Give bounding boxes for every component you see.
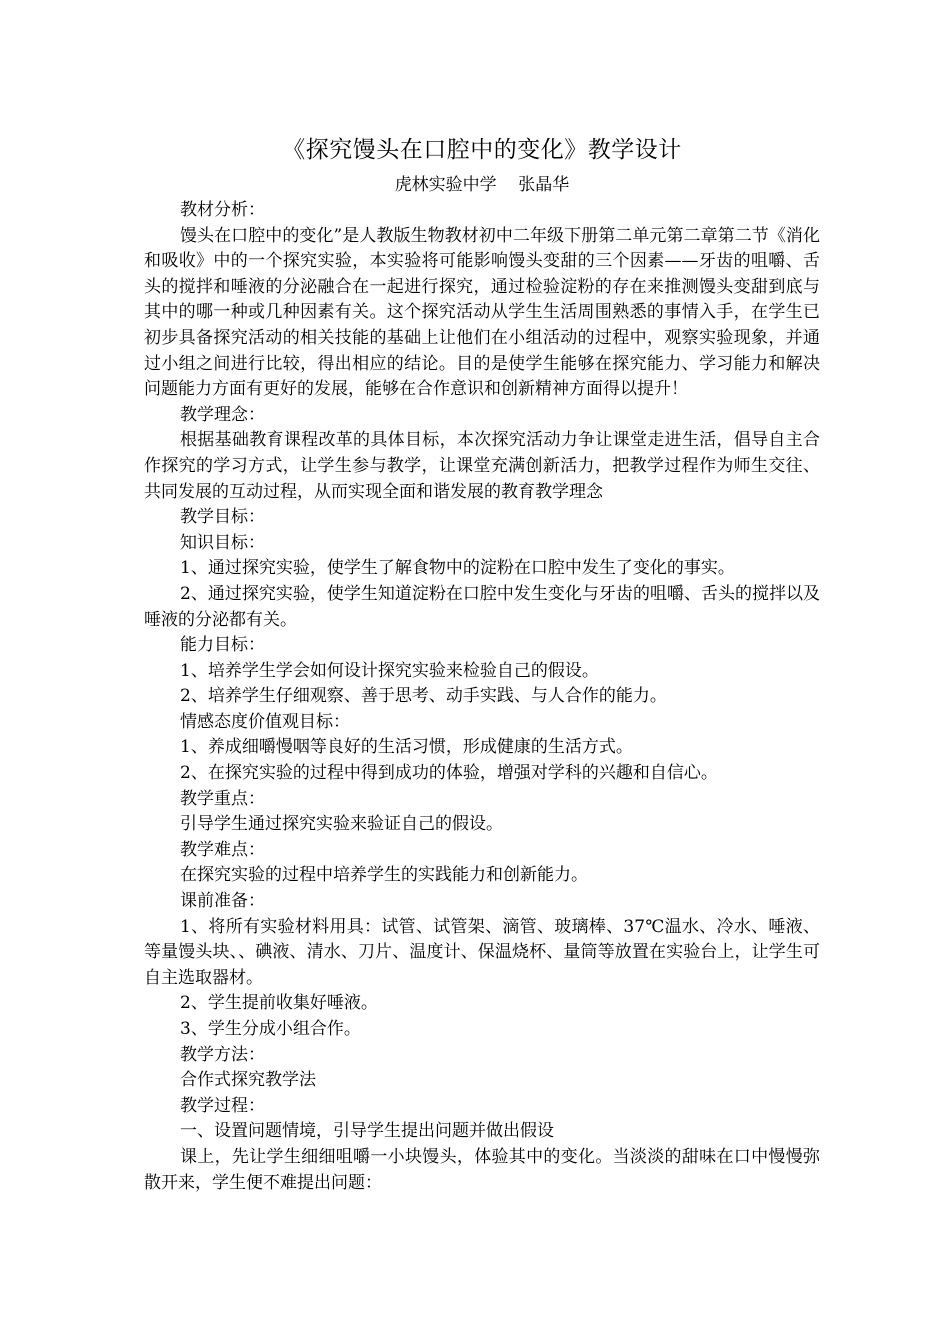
paragraph-difficult-points: 在探究实验的过程中培养学生的实践能力和创新能力。 [180,865,588,886]
heading-preparation: 课前准备： [180,891,265,912]
document-title: 《探究馒头在口腔中的变化》教学设计 [282,137,682,163]
heading-teaching-philosophy: 教学理念： [180,404,265,425]
paragraph-textbook-analysis: 馒头在口腔中的变化”是人教版生物教材初中二年级下册第二单元第二章第二节《消化和吸收》中的一个探究实验，本实验将可能影响馒头变甜的三个因素——牙齿的咀嚼、舌头的搅拌和唾液的分泌融合在一起进行探究，通过检验淀粉的存在来推测馒头变甜到底与其中的哪一种或几种因素有关。这个探究活动从学生生活周围熟悉的事情入手，在学生已初步具备探究活动的相关技能的基础上让他们在小组活动的过程中，观察实验现象，并通过小组之间进行比较，得出相应的结论。目的是使学生能够在探究能力、学习能力和解决问题能力方面有更好的发展，能够在合作意识和创新精神方面得以提升！ [144,225,820,400]
paragraph-key-points: 引导学生通过探究实验来验证自己的假设。 [180,814,503,835]
list-item: 3、学生分成小组合作。 [180,1019,361,1039]
list-item: 2、在探究实验的过程中得到成功的体验，增强对学科的兴趣和自信心。 [180,763,718,784]
list-item: 1、通过探究实验，使学生了解食物中的淀粉在口腔中发生了变化的事实。 [180,558,735,579]
heading-textbook-analysis: 教材分析： [180,200,265,220]
section-heading-step-one: 一、设置问题情境，引导学生提出问题并做出假设 [180,1121,554,1142]
list-item: 2、通过探究实验，使学生知道淀粉在口腔中发生变化与牙齿的咀嚼、舌头的搅拌以及唾液的分泌都有关。 [144,583,820,630]
heading-teaching-method: 教学方法： [180,1044,265,1065]
paragraph-teaching-philosophy: 根据基础教育课程改革的具体目标，本次探究活动力争让课堂走进生活，倡导自主合作探究的学习方式，让学生参与教学，让课堂充满创新活力，把教学过程作为师生交往、共同发展的互动过程，从而实现全面和谐发展的教育教学理念 [144,430,820,502]
heading-ability-goals: 能力目标： [180,635,265,656]
document-author: 虎林实验中学 张晶华 [394,175,570,195]
heading-difficult-points: 教学难点： [180,839,265,860]
list-item: 1、养成细嚼慢咽等良好的生活习惯，形成健康的生活方式。 [180,737,633,758]
heading-knowledge-goals: 知识目标： [180,532,265,553]
list-item: 2、学生提前收集好唾液。 [180,993,378,1014]
heading-teaching-process: 教学过程： [180,1095,265,1116]
document-body [144,134,820,1196]
paragraph-step-one: 课上，先让学生细细咀嚼一小块馒头，体验其中的变化。当淡淡的甜味在口中慢慢弥散开来，学生便不难提出问题： [144,1146,820,1193]
heading-attitude-goals: 情感态度价值观目标： [180,711,350,732]
list-item: 1、将所有实验材料用具：试管、试管架、滴管、玻璃棒、37℃温水、冷水、唾液、等量馒头块、、碘液、清水、刀片、温度计、保温烧杯、量筒等放置在实验台上，让学生可自主选取器材。 [144,916,820,988]
heading-teaching-goals: 教学目标： [180,507,265,528]
list-item: 2、培养学生仔细观察、善于思考、动手实践、与人合作的能力。 [180,686,667,707]
list-item: 1、培养学生学会如何设计探究实验来检验自己的假设。 [180,660,599,681]
heading-key-points: 教学重点： [180,788,265,809]
paragraph-teaching-method: 合作式探究教学法 [180,1070,316,1091]
